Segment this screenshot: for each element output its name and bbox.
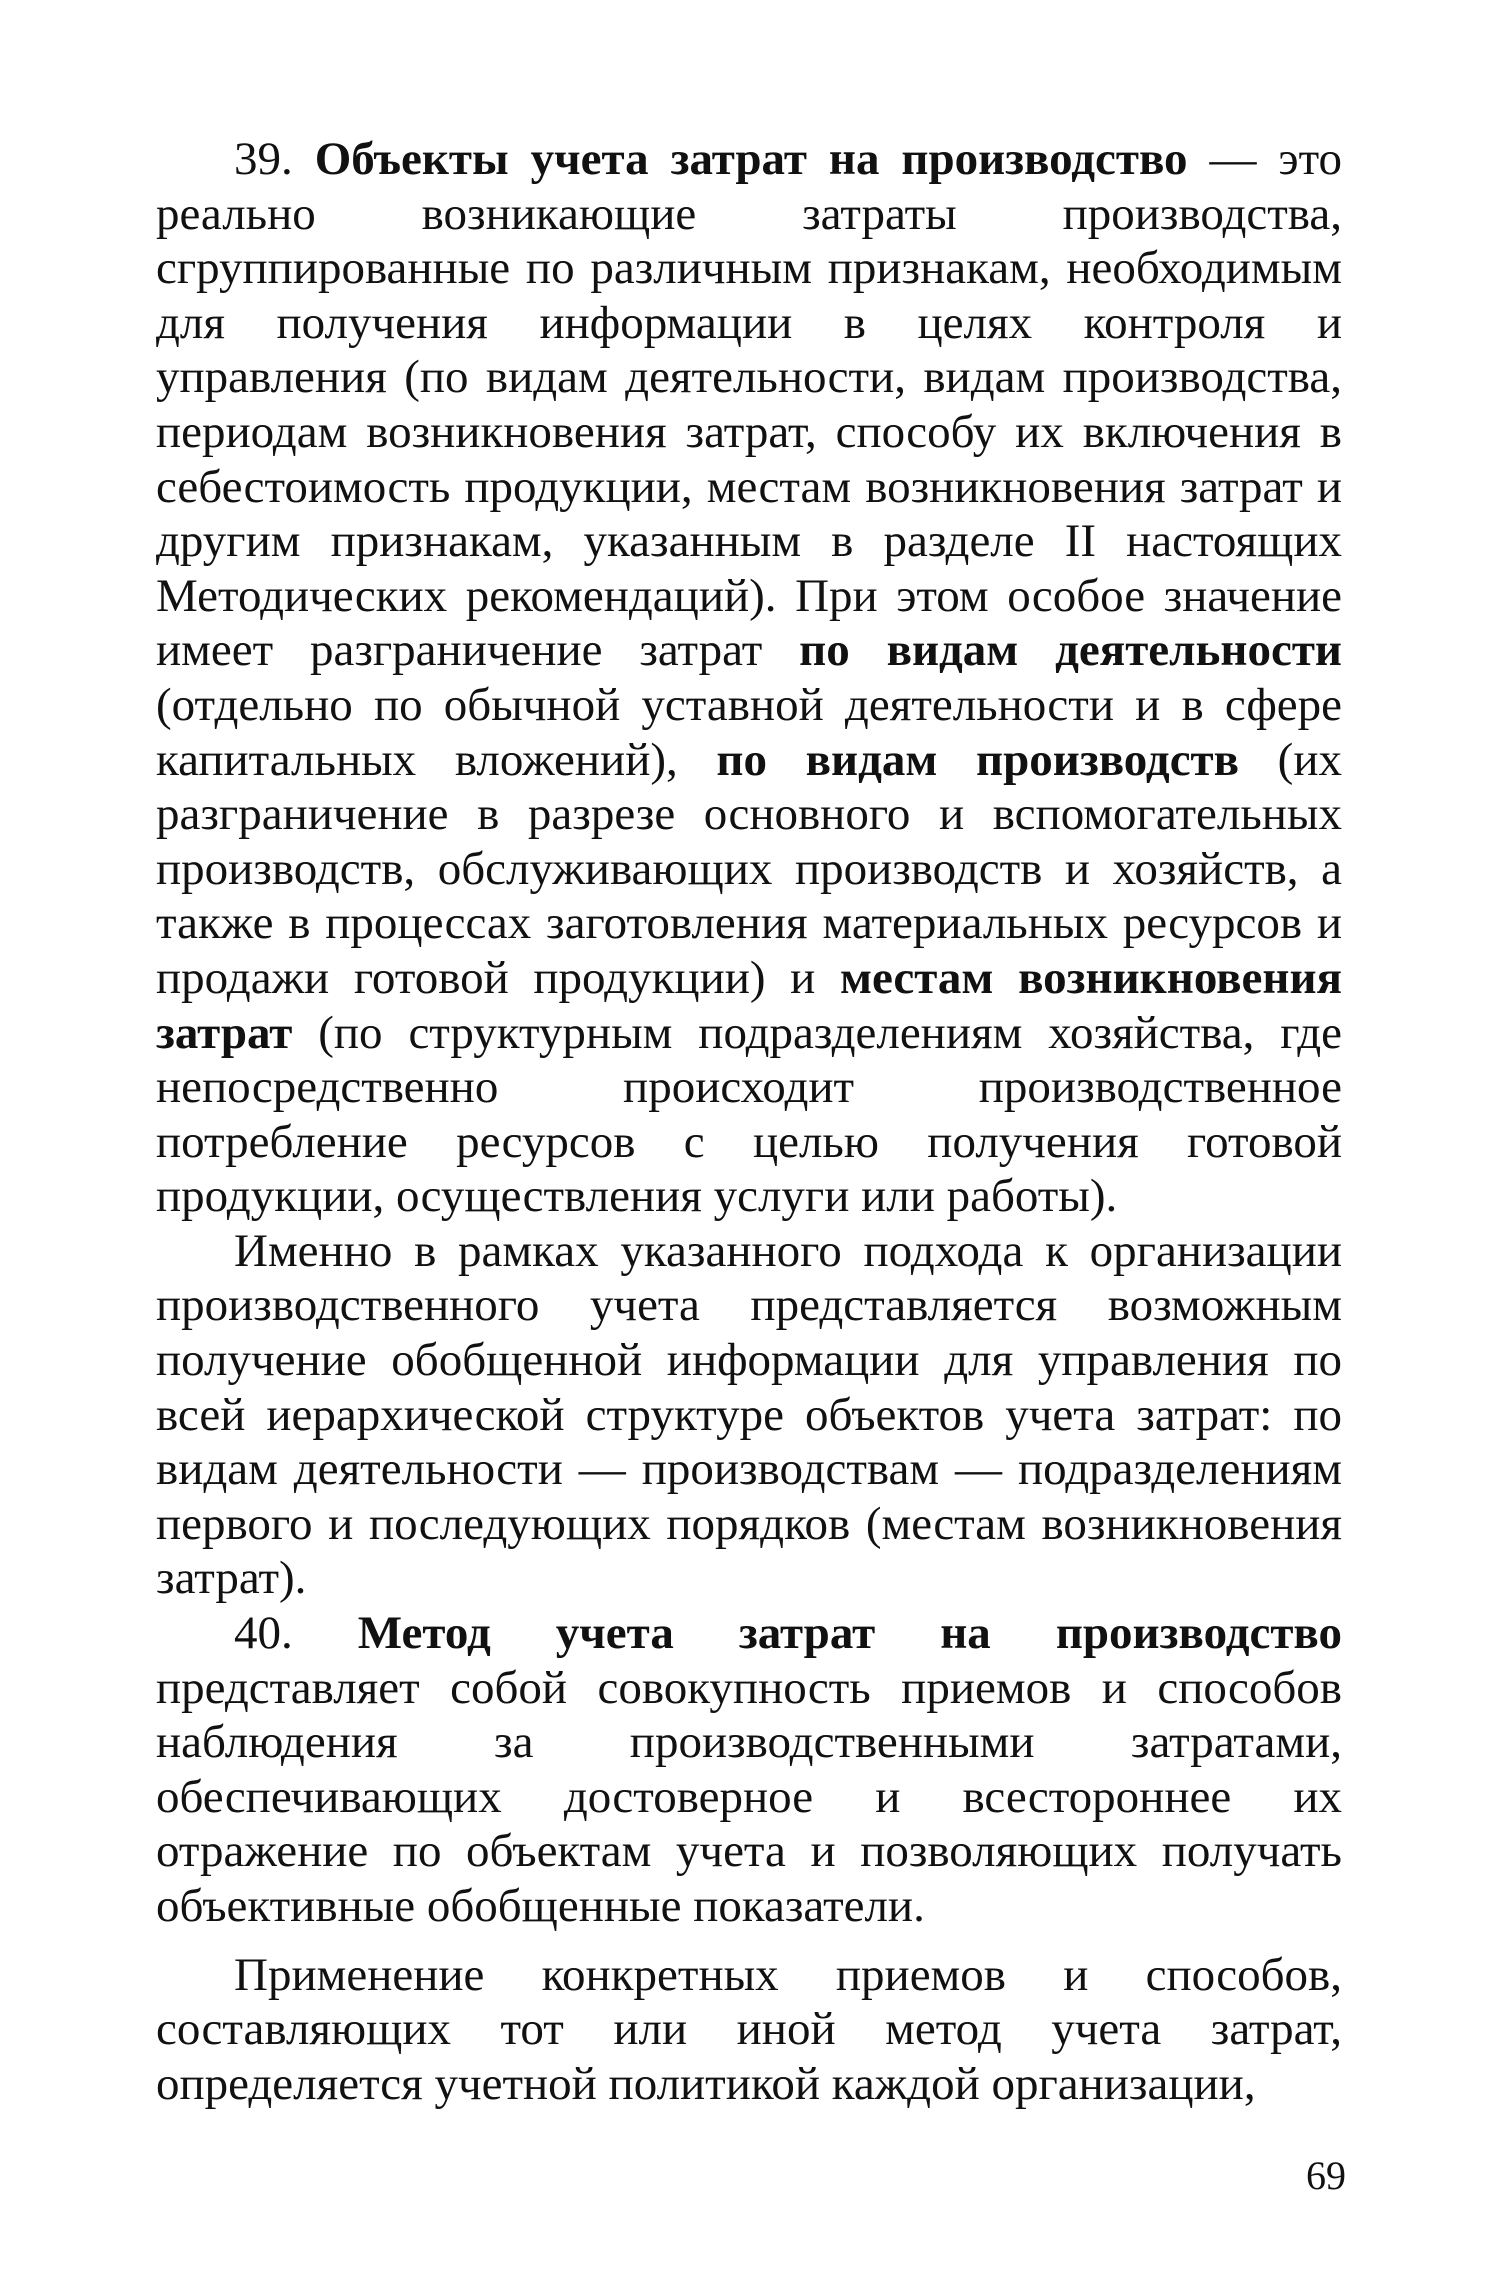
text-segment: Именно в рамках указанного подхода к организации производственного учета представляется возможным получение обобщенной информации для управления по всей иерархической структуре объектов учета затрат: по видам деятельности — производствам — подразделениям первого и последующих порядков (местам возникновения затрат). xyxy=(156,1224,1342,1605)
text-segment: (отдельно по обычной уставной деятельности и в сфере капитальных вложений), xyxy=(156,678,1342,786)
body-text xyxy=(156,132,1342,2111)
text-segment: (по структурным подразделениям хозяйства, где непосредственно происходит производственное потребление ресурсов с целью получения готовой продукции, осуществления услуги или работы). xyxy=(156,1006,1342,1223)
paragraph-40 xyxy=(156,1606,1342,1934)
text-segment: представляет собой совокупность приемов и способов наблюдения за производственными затратами, обеспечивающих достоверное и всестороннее их отражение по объектам учета и позволяющих получать объективные обобщенные показатели. xyxy=(156,1661,1342,1932)
text-segment: Применение конкретных приемов и способов, составляющих тот или иной метод учета затрат, определяется учетной политикой каждой организации, xyxy=(156,1948,1342,2110)
text-segment: (их разграничение в разрезе основного и вспомогательных производств, обслуживающих производств и хозяйств, а также в процессах заготовления материальных ресурсов и продажи готовой продукции) и xyxy=(156,733,1342,1004)
paragraph-hierarchy xyxy=(156,1224,1342,1606)
text-segment: 39. xyxy=(234,133,315,185)
paragraph-39 xyxy=(156,132,1342,1224)
term-by-activity-types: по видам деятельности xyxy=(799,624,1342,677)
page-number: 69 xyxy=(1306,2153,1346,2198)
term-cost-objects: Объекты учета затрат на производство xyxy=(314,133,1188,185)
term-cost-centers: местам возникновения затрат xyxy=(156,951,1342,1059)
term-cost-method: Метод учета затрат на производство xyxy=(357,1607,1342,1660)
paragraph-application xyxy=(156,1948,1342,2112)
text-segment: 40. xyxy=(234,1607,358,1660)
text-segment: — это реально возникающие затраты производства, сгруппированные по различным признакам, необходимым для получения информации в целях контроля и управления (по видам деятельности, видам производства, периодам возникновения затрат, способу их включения в себестоимость продукции, местам возникновения затрат и другим признакам, указанным в разделе II настоящих Методических рекомендаций). При этом особое значение имеет разграничение затрат xyxy=(156,133,1343,677)
term-by-production-types: по видам производств xyxy=(716,733,1240,786)
